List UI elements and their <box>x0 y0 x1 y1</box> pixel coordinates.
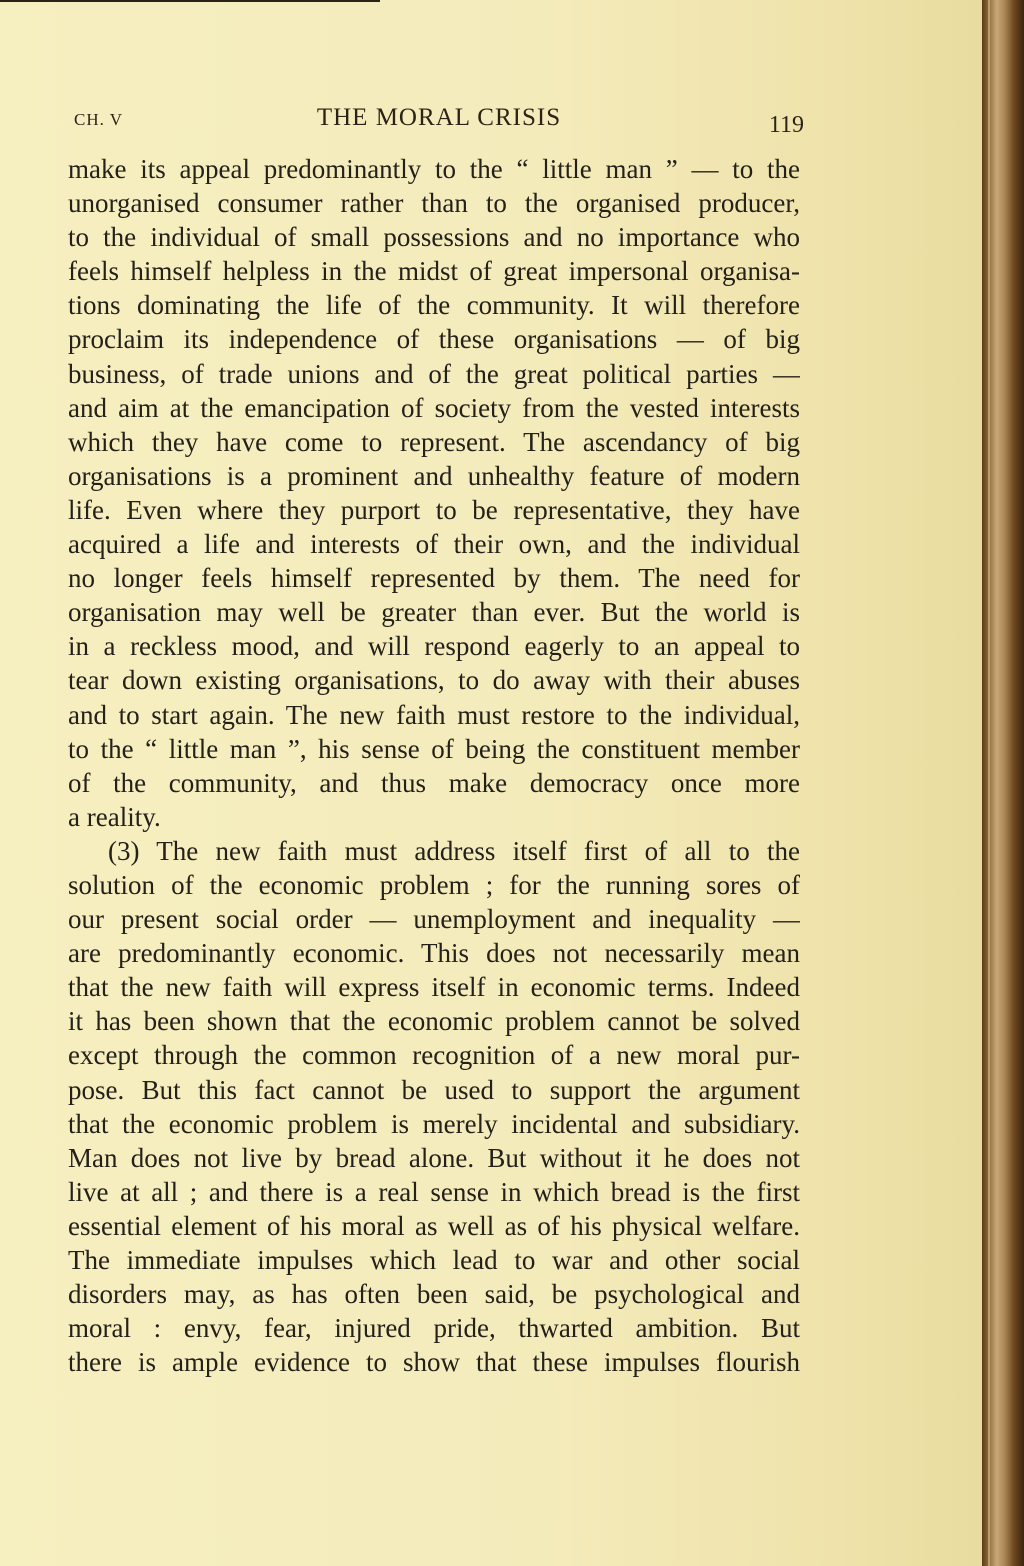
text-line: life. Even where they purport to be representative, they have <box>68 494 800 525</box>
running-title: THE MORAL CRISIS <box>316 104 562 131</box>
text-line: moral : envy, fear, injured pride, thwarted ambition. But <box>68 1313 800 1344</box>
text-line: to the individual of small possessions and no importance who <box>68 222 800 253</box>
text-line: and to start again. The new faith must restore to the individual, <box>68 699 800 730</box>
text-line: that the new faith will express itself in economic terms. Indeed <box>68 972 800 1003</box>
text-line: in a reckless mood, and will respond eagerly to an appeal to <box>68 631 800 662</box>
text-line: there is ample evidence to show that these impulses flourish <box>68 1347 800 1378</box>
text-line: essential element of his moral as well as of his physical welfare. <box>68 1210 800 1241</box>
text-line: no longer feels himself represented by them. The need for <box>68 563 800 594</box>
text-line: live at all ; and there is a real sense in which bread is the first <box>68 1176 800 1207</box>
text-line: organisation may well be greater than ever. But the world is <box>68 597 800 628</box>
text-line: pose. But this fact cannot be used to support the argument <box>68 1074 800 1105</box>
text-line: disorders may, as has often been said, be psychological and <box>68 1279 800 1310</box>
text-line: business, of trade unions and of the great political parties — <box>68 358 800 389</box>
text-line: acquired a life and interests of their own, and the individual <box>68 529 800 560</box>
text-line: organisations is a prominent and unhealthy feature of modern <box>68 460 800 491</box>
text-line: feels himself helpless in the midst of great impersonal organisa- <box>68 256 800 287</box>
top-rule <box>0 0 380 2</box>
text-line: a reality. <box>68 801 161 832</box>
text-line: which they have come to represent. The ascendancy of big <box>68 426 800 457</box>
page-number: 119 <box>768 112 804 138</box>
text-line: except through the common recognition of a new moral pur- <box>68 1040 800 1071</box>
text-line: make its appeal predominantly to the “ little man ” — to the <box>68 154 800 184</box>
text-line: to the “ little man ”, his sense of being the constituent member <box>68 733 800 764</box>
chapter-label: CH. V <box>74 110 124 129</box>
text-line: are predominantly economic. This does not necessarily mean <box>68 938 800 969</box>
body-text <box>68 152 800 1379</box>
text-line: solution of the economic problem ; for the running sores of <box>68 869 800 900</box>
text-line: proclaim its independence of these organisations — of big <box>68 324 800 355</box>
text-line: The immediate impulses which lead to war and other social <box>68 1245 800 1275</box>
text-line: our present social order — unemployment and inequality — <box>68 904 800 935</box>
book-page-edge <box>982 0 1024 1566</box>
running-head <box>74 104 804 140</box>
text-line: (3) The new faith must address itself first of all to the <box>108 835 800 866</box>
text-line: tions dominating the life of the community. It will therefore <box>68 290 800 321</box>
text-line: Man does not live by bread alone. But without it he does not <box>68 1142 800 1173</box>
text-line: it has been shown that the economic problem cannot be solved <box>68 1006 800 1037</box>
text-line: and aim at the emancipation of society from the vested interests <box>68 392 800 423</box>
text-line: tear down existing organisations, to do away with their abuses <box>68 665 800 696</box>
text-line: that the economic problem is merely incidental and subsidiary. <box>68 1108 800 1139</box>
text-line: of the community, and thus make democracy once more <box>68 767 800 798</box>
text-line: unorganised consumer rather than to the organised producer, <box>68 188 800 219</box>
